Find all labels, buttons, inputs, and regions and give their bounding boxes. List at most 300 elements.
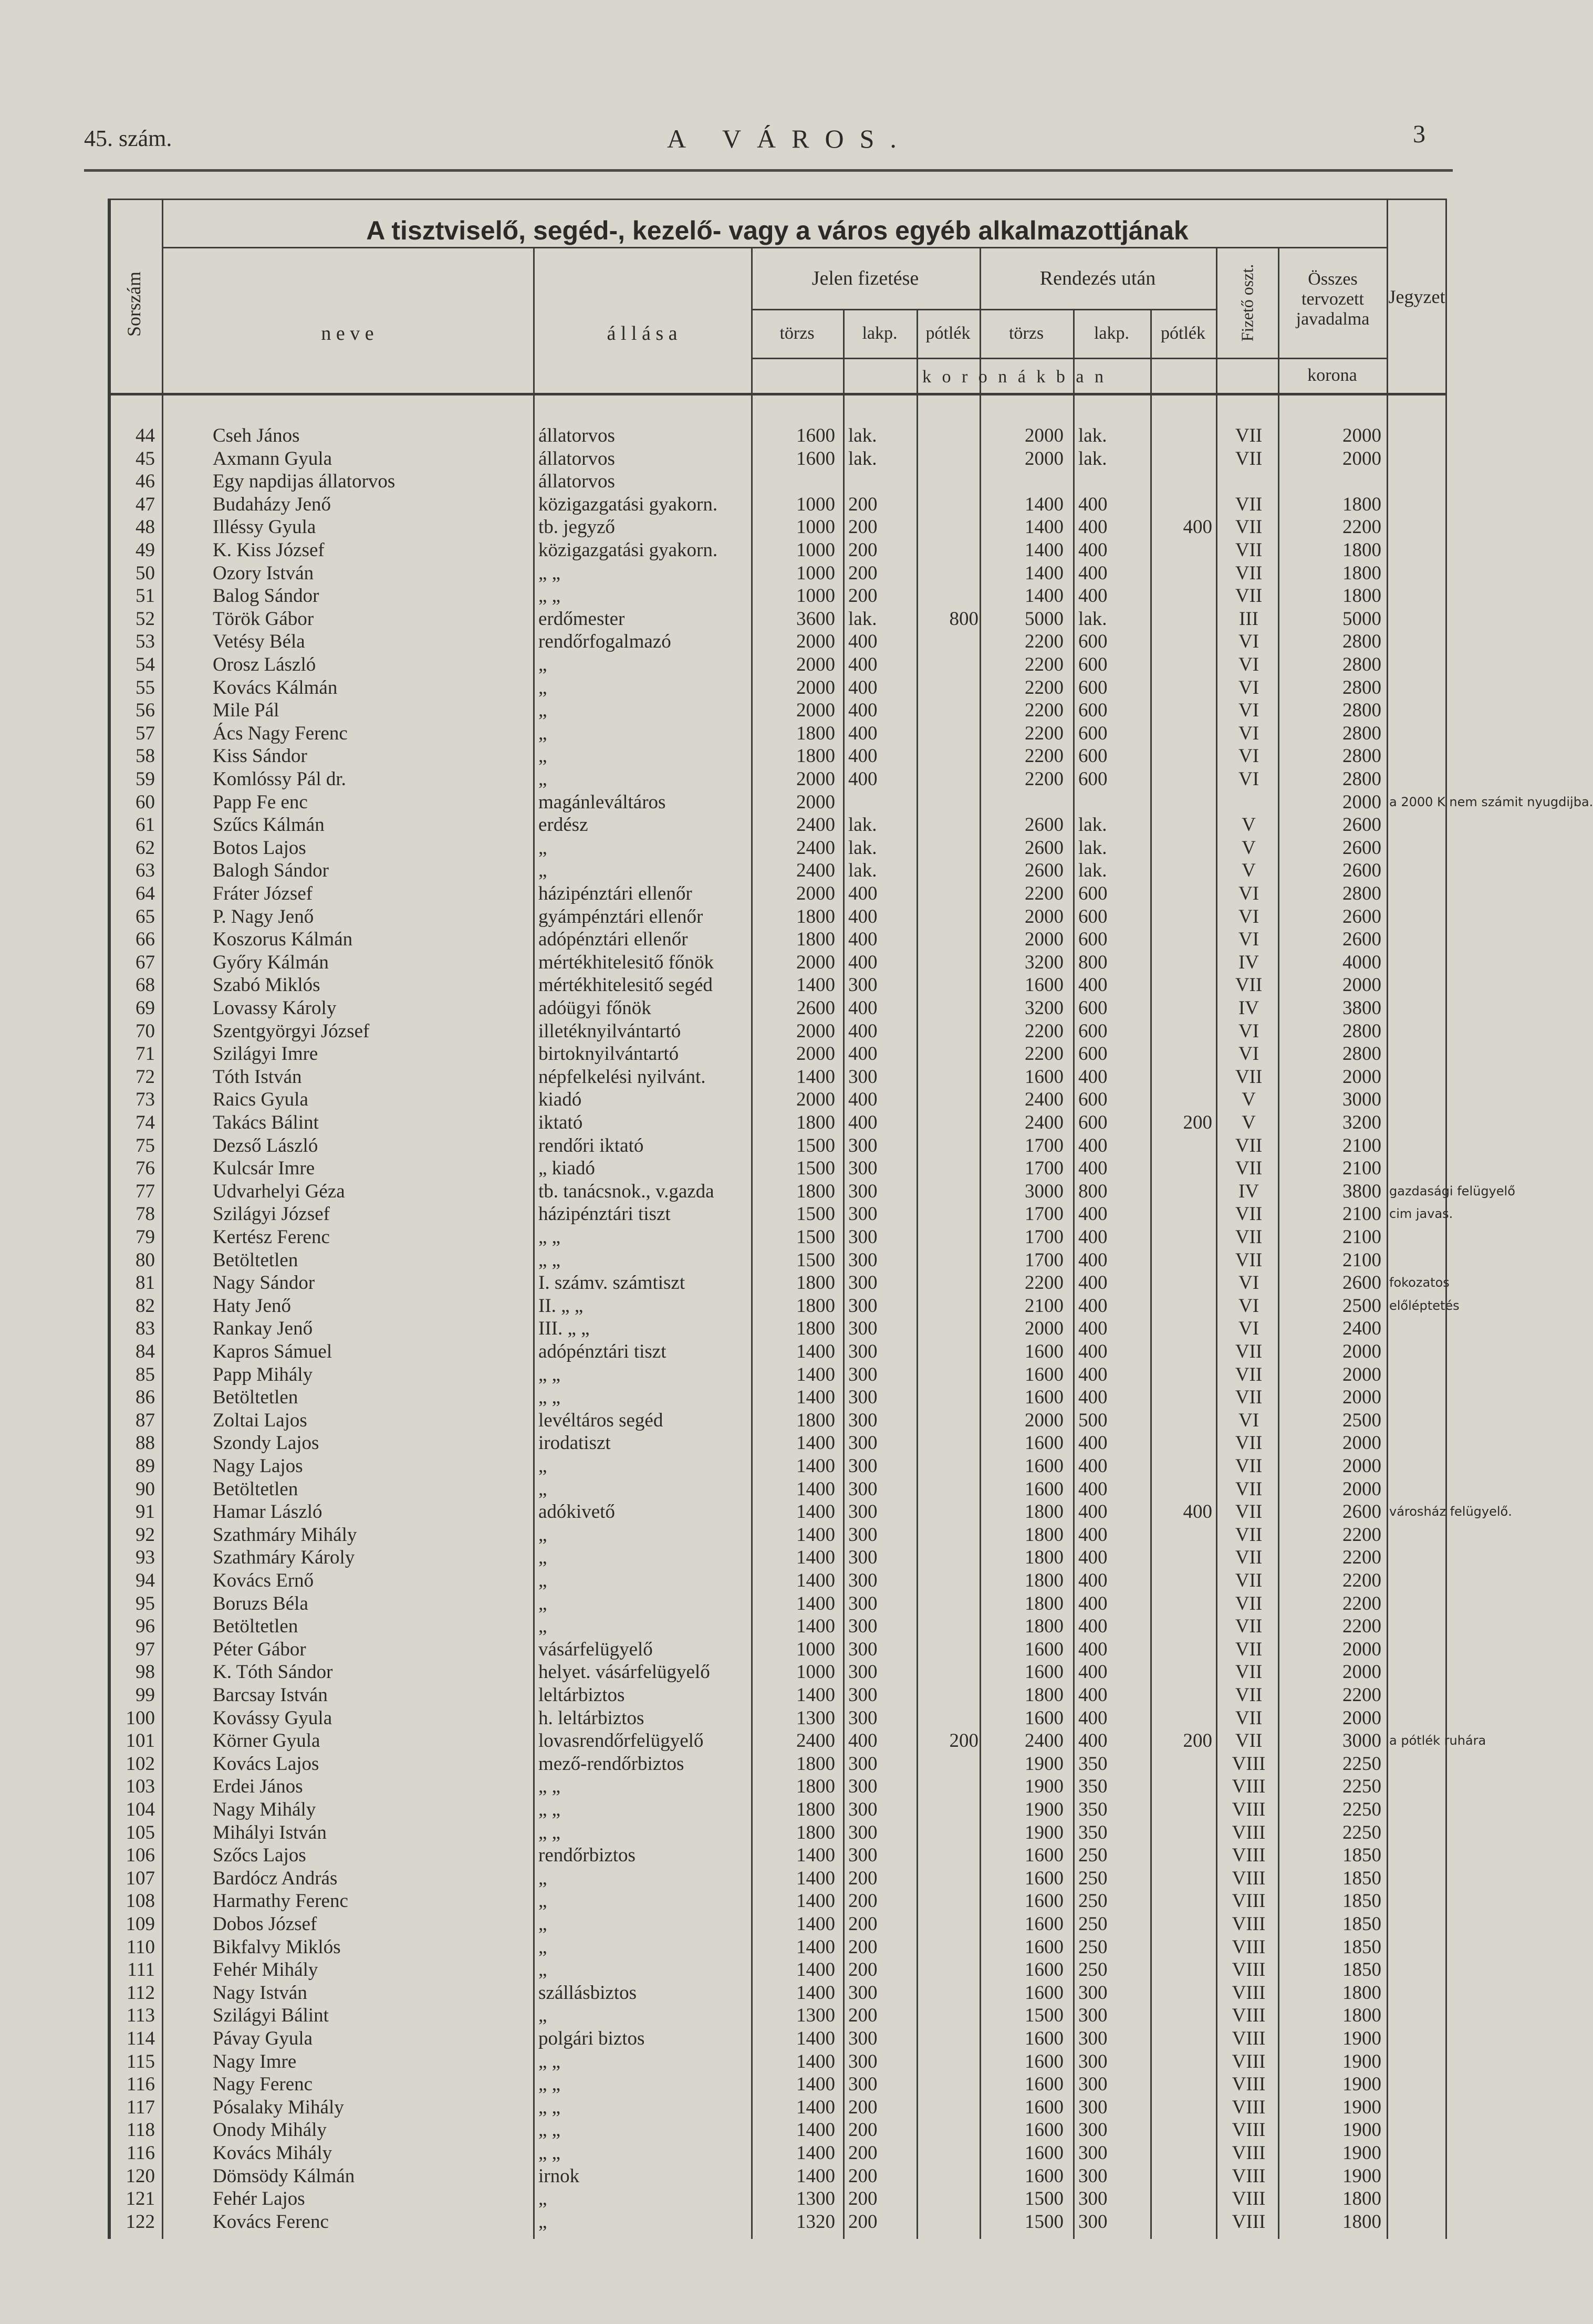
- current-base: 1000: [796, 1661, 835, 1683]
- current-housing: lak.: [848, 837, 877, 859]
- new-base: 1600: [1025, 1478, 1064, 1500]
- row-number: 99: [136, 1684, 155, 1706]
- total-salary: 2100: [1342, 1203, 1381, 1225]
- current-housing: 300: [848, 1272, 878, 1294]
- position: „: [538, 2188, 547, 2210]
- position: iktató: [538, 1112, 583, 1133]
- current-housing: 200: [848, 516, 878, 538]
- employee-name: Szilágyi József: [213, 1203, 330, 1225]
- new-housing: 500: [1078, 1409, 1108, 1431]
- table-row: [108, 1524, 1447, 1547]
- total-salary: 1850: [1342, 1844, 1381, 1867]
- current-housing: 300: [848, 1592, 878, 1614]
- current-housing: 300: [848, 1844, 878, 1867]
- position: „ „: [538, 2096, 561, 2118]
- pay-class: VIII: [1232, 2142, 1266, 2164]
- fizeto-header: Fizető oszt.: [1237, 264, 1257, 342]
- employee-name: Vetésy Béla: [213, 631, 305, 653]
- new-housing: 600: [1078, 1020, 1108, 1042]
- current-housing: 300: [848, 1776, 878, 1798]
- new-base: 1900: [1025, 1799, 1064, 1820]
- table-row: [108, 1226, 1447, 1249]
- total-salary: 2800: [1342, 722, 1381, 744]
- row-number: 98: [136, 1661, 155, 1683]
- table-row: [108, 608, 1447, 631]
- current-base: 1400: [796, 1592, 835, 1614]
- total-salary: 2000: [1342, 1387, 1381, 1409]
- current-housing: 300: [848, 1158, 878, 1180]
- new-housing: 400: [1078, 1684, 1108, 1706]
- table-row: [108, 1546, 1447, 1569]
- employee-name: Péter Gábor: [213, 1638, 306, 1660]
- total-salary: 3200: [1342, 1112, 1381, 1133]
- row-number: 116: [126, 2142, 155, 2164]
- position: „ „: [538, 1249, 561, 1271]
- page-number: 3: [1413, 120, 1425, 148]
- row-number: 80: [136, 1249, 155, 1271]
- row-number: 64: [136, 883, 155, 904]
- current-housing: 200: [848, 1936, 878, 1958]
- new-housing: 400: [1078, 1592, 1108, 1614]
- new-base: 2600: [1025, 860, 1064, 882]
- row-number: 45: [136, 447, 155, 470]
- current-base: 1400: [796, 1455, 835, 1477]
- new-base: 1800: [1025, 1570, 1064, 1591]
- table-row: [108, 1753, 1447, 1776]
- current-housing: 200: [848, 493, 878, 515]
- current-base: 2400: [796, 837, 835, 859]
- current-base: 2000: [796, 791, 835, 813]
- employee-name: Kulcsár Imre: [213, 1158, 315, 1180]
- total-salary: 1850: [1342, 1913, 1381, 1935]
- position: „: [538, 1547, 547, 1569]
- lakp-header: lakp.: [1094, 324, 1130, 343]
- position: vásárfelügyelő: [538, 1638, 653, 1660]
- total-salary: 2100: [1342, 1226, 1381, 1248]
- table-row: [108, 1500, 1512, 1524]
- row-number: 58: [136, 745, 155, 767]
- row-number: 82: [136, 1295, 155, 1317]
- new-base: 1800: [1025, 1524, 1064, 1546]
- table-row: [108, 1043, 1447, 1066]
- table-row: [108, 1157, 1447, 1180]
- current-base: 1400: [796, 1341, 835, 1362]
- total-salary: 1800: [1342, 585, 1381, 607]
- total-salary: 2200: [1342, 1570, 1381, 1591]
- pay-class: VII: [1235, 516, 1263, 538]
- current-base: 1400: [796, 2119, 835, 2141]
- row-number: 93: [136, 1547, 155, 1569]
- position: „: [538, 1592, 547, 1614]
- jegyzet-header: Jegyzet: [1388, 286, 1445, 307]
- total-salary: 1900: [1342, 2096, 1381, 2118]
- employee-name: Kovács Kálmán: [213, 676, 338, 699]
- total-salary: 2500: [1342, 1409, 1381, 1431]
- total-salary: 1800: [1342, 562, 1381, 584]
- current-base: 1000: [796, 539, 835, 561]
- pay-class: VII: [1235, 1684, 1263, 1706]
- total-salary: 2500: [1342, 1295, 1381, 1317]
- position: „: [538, 1890, 547, 1912]
- table-row: [108, 1363, 1447, 1387]
- new-housing: 400: [1078, 1249, 1108, 1271]
- total-salary: 2000: [1342, 1455, 1381, 1477]
- total-salary: 2800: [1342, 676, 1381, 699]
- current-housing: lak.: [848, 425, 877, 446]
- current-housing: 200: [848, 585, 878, 607]
- new-housing: 400: [1078, 516, 1108, 538]
- pay-class: VII: [1235, 1547, 1263, 1569]
- pay-class: VI: [1238, 768, 1259, 790]
- employee-name: Dobos József: [213, 1913, 317, 1935]
- row-number: 46: [136, 471, 155, 493]
- total-salary: 2000: [1342, 974, 1381, 996]
- new-base: 2200: [1025, 883, 1064, 904]
- current-base: 1400: [796, 1501, 835, 1523]
- current-housing: 300: [848, 1753, 878, 1775]
- new-housing: 600: [1078, 722, 1108, 744]
- pay-class: VIII: [1232, 1799, 1266, 1820]
- current-base: 1300: [796, 1707, 835, 1729]
- new-housing: 300: [1078, 2096, 1108, 2118]
- position: „ „: [538, 2050, 561, 2072]
- total-salary: 1800: [1342, 2188, 1381, 2210]
- new-base: 1600: [1025, 1959, 1064, 1981]
- current-base: 1500: [796, 1158, 835, 1180]
- new-housing: 250: [1078, 1867, 1108, 1889]
- employee-name: Török Gábor: [213, 608, 314, 630]
- current-supplement: 800: [949, 608, 978, 630]
- employee-name: Fehér Mihály: [213, 1959, 318, 1981]
- current-housing: 400: [848, 1112, 878, 1133]
- sorszam-header: Sorszám: [123, 272, 144, 337]
- total-salary: 2200: [1342, 1547, 1381, 1569]
- current-housing: 400: [848, 1020, 878, 1042]
- employee-name: Szentgyörgyi József: [213, 1020, 370, 1042]
- pay-class: VIII: [1232, 2119, 1266, 2141]
- pay-class: VII: [1235, 1387, 1263, 1409]
- new-base: 1500: [1025, 2211, 1064, 2233]
- current-base: 1400: [796, 1066, 835, 1088]
- current-base: 1400: [796, 2096, 835, 2118]
- employee-name: Balogh Sándor: [213, 860, 329, 882]
- total-salary: 1850: [1342, 1890, 1381, 1912]
- row-number: 85: [136, 1363, 155, 1385]
- row-number: 105: [126, 1821, 155, 1843]
- row-number: 104: [126, 1799, 155, 1820]
- position: „: [538, 722, 547, 744]
- row-number: 113: [126, 2005, 155, 2027]
- row-number: 67: [136, 951, 155, 973]
- current-base: 1800: [796, 1776, 835, 1798]
- current-housing: 300: [848, 1821, 878, 1843]
- new-base: 1900: [1025, 1776, 1064, 1798]
- new-housing: 600: [1078, 745, 1108, 767]
- row-number: 51: [136, 585, 155, 607]
- position: leltárbiztos: [538, 1684, 625, 1706]
- header-rule: [162, 247, 1387, 248]
- new-base: 1400: [1025, 585, 1064, 607]
- row-number: 96: [136, 1616, 155, 1638]
- current-base: 1300: [796, 2188, 835, 2210]
- table-row: [108, 424, 1447, 447]
- row-number: 61: [136, 814, 155, 836]
- position: rendőrbiztos: [538, 1844, 636, 1867]
- pay-class: VII: [1235, 1226, 1263, 1248]
- current-housing: 400: [848, 929, 878, 951]
- new-housing: 300: [1078, 1982, 1108, 2004]
- employee-name: Harmathy Ferenc: [213, 1890, 348, 1912]
- row-number: 109: [126, 1913, 155, 1935]
- current-base: 2400: [796, 1730, 835, 1752]
- new-base: 2600: [1025, 837, 1064, 859]
- current-housing: 300: [848, 1387, 878, 1409]
- new-housing: 800: [1078, 1180, 1108, 1202]
- current-base: 3600: [796, 608, 835, 630]
- new-housing: 600: [1078, 700, 1108, 722]
- new-base: 1600: [1025, 2028, 1064, 2049]
- allasa-header: á l l á s a: [607, 322, 678, 345]
- employee-name: Nagy Imre: [213, 2050, 297, 2072]
- position: állatorvos: [538, 425, 615, 446]
- new-base: 2100: [1025, 1295, 1064, 1317]
- pay-class: VI: [1238, 1020, 1259, 1042]
- position: szállásbiztos: [538, 1982, 637, 2004]
- row-number: 69: [136, 997, 155, 1019]
- new-housing: 400: [1078, 1226, 1108, 1248]
- total-salary: 2100: [1342, 1134, 1381, 1156]
- total-salary: 3000: [1342, 1730, 1381, 1752]
- pay-class: VII: [1235, 1707, 1263, 1729]
- current-housing: 300: [848, 1570, 878, 1591]
- table-row: [108, 1729, 1486, 1753]
- current-base: 1400: [796, 2028, 835, 2049]
- new-base: 1600: [1025, 1707, 1064, 1729]
- position: „: [538, 1478, 547, 1500]
- new-housing: 400: [1078, 585, 1108, 607]
- pay-class: VII: [1235, 1616, 1263, 1638]
- employee-name: Szathmáry Mihály: [213, 1524, 357, 1546]
- new-base: 2200: [1025, 768, 1064, 790]
- row-number: 88: [136, 1432, 155, 1454]
- pay-class: VII: [1235, 562, 1263, 584]
- total-salary: 5000: [1342, 608, 1381, 630]
- new-housing: 400: [1078, 1730, 1108, 1752]
- lakp-header: lakp.: [862, 324, 898, 343]
- new-base: 1900: [1025, 1753, 1064, 1775]
- current-base: 1800: [796, 1753, 835, 1775]
- table-row: [108, 516, 1447, 539]
- current-base: 1000: [796, 493, 835, 515]
- table-row: [108, 470, 1447, 493]
- row-number: 62: [136, 837, 155, 859]
- employee-name: Kovács Mihály: [213, 2142, 332, 2164]
- pay-class: VI: [1238, 676, 1259, 699]
- employee-name: Tóth István: [213, 1066, 302, 1088]
- current-base: 1400: [796, 2165, 835, 2187]
- new-housing: lak.: [1078, 608, 1107, 630]
- employee-name: Barcsay István: [213, 1684, 328, 1706]
- employee-name: Zoltai Lajos: [213, 1409, 307, 1431]
- position: közigazgatási gyakorn.: [538, 493, 718, 515]
- row-number: 54: [136, 654, 155, 675]
- current-base: 2000: [796, 1020, 835, 1042]
- salary-table: [108, 199, 1593, 2239]
- employee-name: Cseh János: [213, 425, 300, 446]
- table-row: [108, 2050, 1447, 2073]
- employee-name: Kovássy Gyula: [213, 1707, 332, 1729]
- employee-name: Szathmáry Károly: [213, 1547, 355, 1569]
- current-base: 1000: [796, 585, 835, 607]
- current-housing: 400: [848, 1043, 878, 1065]
- table-row: [108, 2073, 1447, 2096]
- new-base: 1600: [1025, 2073, 1064, 2096]
- position: „ „: [538, 1226, 561, 1248]
- table-row: [108, 1455, 1447, 1478]
- unit-korona: korona: [1307, 366, 1357, 385]
- new-housing: 600: [1078, 997, 1108, 1019]
- current-housing: 300: [848, 1501, 878, 1523]
- position: birtoknyilvántartó: [538, 1043, 679, 1065]
- employee-name: K. Tóth Sándor: [213, 1661, 333, 1683]
- current-base: 2000: [796, 1043, 835, 1065]
- table-row: [108, 1272, 1450, 1295]
- current-base: 1400: [796, 1684, 835, 1706]
- pay-class: VII: [1235, 1455, 1263, 1477]
- current-base: 1400: [796, 1867, 835, 1889]
- new-base: 1800: [1025, 1501, 1064, 1523]
- pay-class: VIII: [1232, 2005, 1266, 2027]
- total-salary: 4000: [1342, 951, 1381, 973]
- current-housing: 400: [848, 722, 878, 744]
- table-row: [108, 882, 1447, 905]
- current-base: 1800: [796, 1799, 835, 1820]
- current-housing: 300: [848, 1295, 878, 1317]
- current-housing: 400: [848, 745, 878, 767]
- current-base: 1800: [796, 929, 835, 951]
- employee-name: Dömsödy Kálmán: [213, 2165, 355, 2187]
- row-number: 59: [136, 768, 155, 790]
- neve-header: n e v e: [321, 322, 374, 345]
- table-row: [108, 1638, 1447, 1661]
- current-housing: lak.: [848, 447, 877, 470]
- position: polgári biztos: [538, 2028, 645, 2049]
- new-housing: 600: [1078, 631, 1108, 653]
- row-number: 112: [126, 1982, 155, 2004]
- row-number: 100: [126, 1707, 155, 1729]
- position: III. „ „: [538, 1318, 590, 1340]
- position: közigazgatási gyakorn.: [538, 539, 718, 561]
- table-row: [108, 676, 1447, 700]
- pay-class: VIII: [1232, 1982, 1266, 2004]
- table-row: [108, 1936, 1447, 1959]
- position: „ „: [538, 1821, 561, 1843]
- current-base: 1500: [796, 1203, 835, 1225]
- total-salary: 2000: [1342, 425, 1381, 446]
- new-base: 1600: [1025, 1638, 1064, 1660]
- new-housing: 400: [1078, 1341, 1108, 1362]
- table-row: [108, 1798, 1447, 1821]
- position: „ „: [538, 2073, 561, 2096]
- new-housing: 600: [1078, 768, 1108, 790]
- table-row: [108, 1478, 1447, 1501]
- employee-name: Papp Fe enc: [213, 791, 308, 813]
- new-base: 1500: [1025, 2188, 1064, 2210]
- employee-name: Szilágyi Imre: [213, 1043, 318, 1065]
- current-base: 2000: [796, 883, 835, 904]
- new-base: 2200: [1025, 676, 1064, 699]
- pay-class: VII: [1235, 1570, 1263, 1591]
- current-housing: 200: [848, 1959, 878, 1981]
- new-housing: 600: [1078, 1043, 1108, 1065]
- position: „ „: [538, 1799, 561, 1820]
- new-base: 1600: [1025, 1844, 1064, 1867]
- table-row: [108, 2187, 1447, 2211]
- current-housing: 200: [848, 539, 878, 561]
- issue-number: 45. szám.: [84, 126, 172, 151]
- new-base: 3200: [1025, 951, 1064, 973]
- total-salary: 2250: [1342, 1799, 1381, 1820]
- table-row: [108, 951, 1447, 974]
- pay-class: VII: [1235, 1158, 1263, 1180]
- current-base: 1400: [796, 2050, 835, 2072]
- pay-class: IV: [1238, 997, 1259, 1019]
- total-salary: 2800: [1342, 768, 1381, 790]
- position: adópénztári tiszt: [538, 1341, 667, 1362]
- pay-class: VI: [1238, 883, 1259, 904]
- current-housing: 300: [848, 1180, 878, 1202]
- page-header: [0, 0, 1542, 173]
- current-housing: 200: [848, 2188, 878, 2210]
- pay-class: VII: [1235, 425, 1263, 446]
- table-row: [108, 699, 1447, 722]
- new-base: 1600: [1025, 1936, 1064, 1958]
- current-housing: 200: [848, 2142, 878, 2164]
- pay-class: VIII: [1232, 1959, 1266, 1981]
- new-housing: 400: [1078, 1478, 1108, 1500]
- pay-class: VI: [1238, 1295, 1259, 1317]
- position: irnok: [538, 2165, 580, 2187]
- total-salary: 2600: [1342, 905, 1381, 927]
- current-base: 1800: [796, 745, 835, 767]
- current-housing: 300: [848, 1524, 878, 1546]
- position: I. számv. számtiszt: [538, 1272, 685, 1294]
- new-housing: 400: [1078, 1661, 1108, 1683]
- total-salary: 2800: [1342, 745, 1381, 767]
- position: „: [538, 2211, 547, 2233]
- new-base: 2200: [1025, 1272, 1064, 1294]
- position: levéltáros segéd: [538, 1409, 663, 1431]
- employee-name: Raics Gyula: [213, 1089, 308, 1111]
- employee-name: Onody Mihály: [213, 2119, 327, 2141]
- table-row: [108, 1409, 1447, 1432]
- masthead: A VÁROS.: [667, 124, 912, 153]
- new-base: 2600: [1025, 814, 1064, 836]
- new-housing: lak.: [1078, 837, 1107, 859]
- current-base: 1000: [796, 516, 835, 538]
- current-housing: 300: [848, 1616, 878, 1638]
- total-salary: 2000: [1342, 1638, 1381, 1660]
- total-salary: 2250: [1342, 1753, 1381, 1775]
- row-number: 116: [126, 2073, 155, 2096]
- row-number: 84: [136, 1341, 155, 1362]
- employee-name: Betöltetlen: [213, 1616, 298, 1638]
- row-number: 70: [136, 1020, 155, 1042]
- table-row: [108, 1203, 1453, 1226]
- new-base: 1600: [1025, 2050, 1064, 2072]
- new-housing: 400: [1078, 1158, 1108, 1180]
- total-salary: 3800: [1342, 1180, 1381, 1202]
